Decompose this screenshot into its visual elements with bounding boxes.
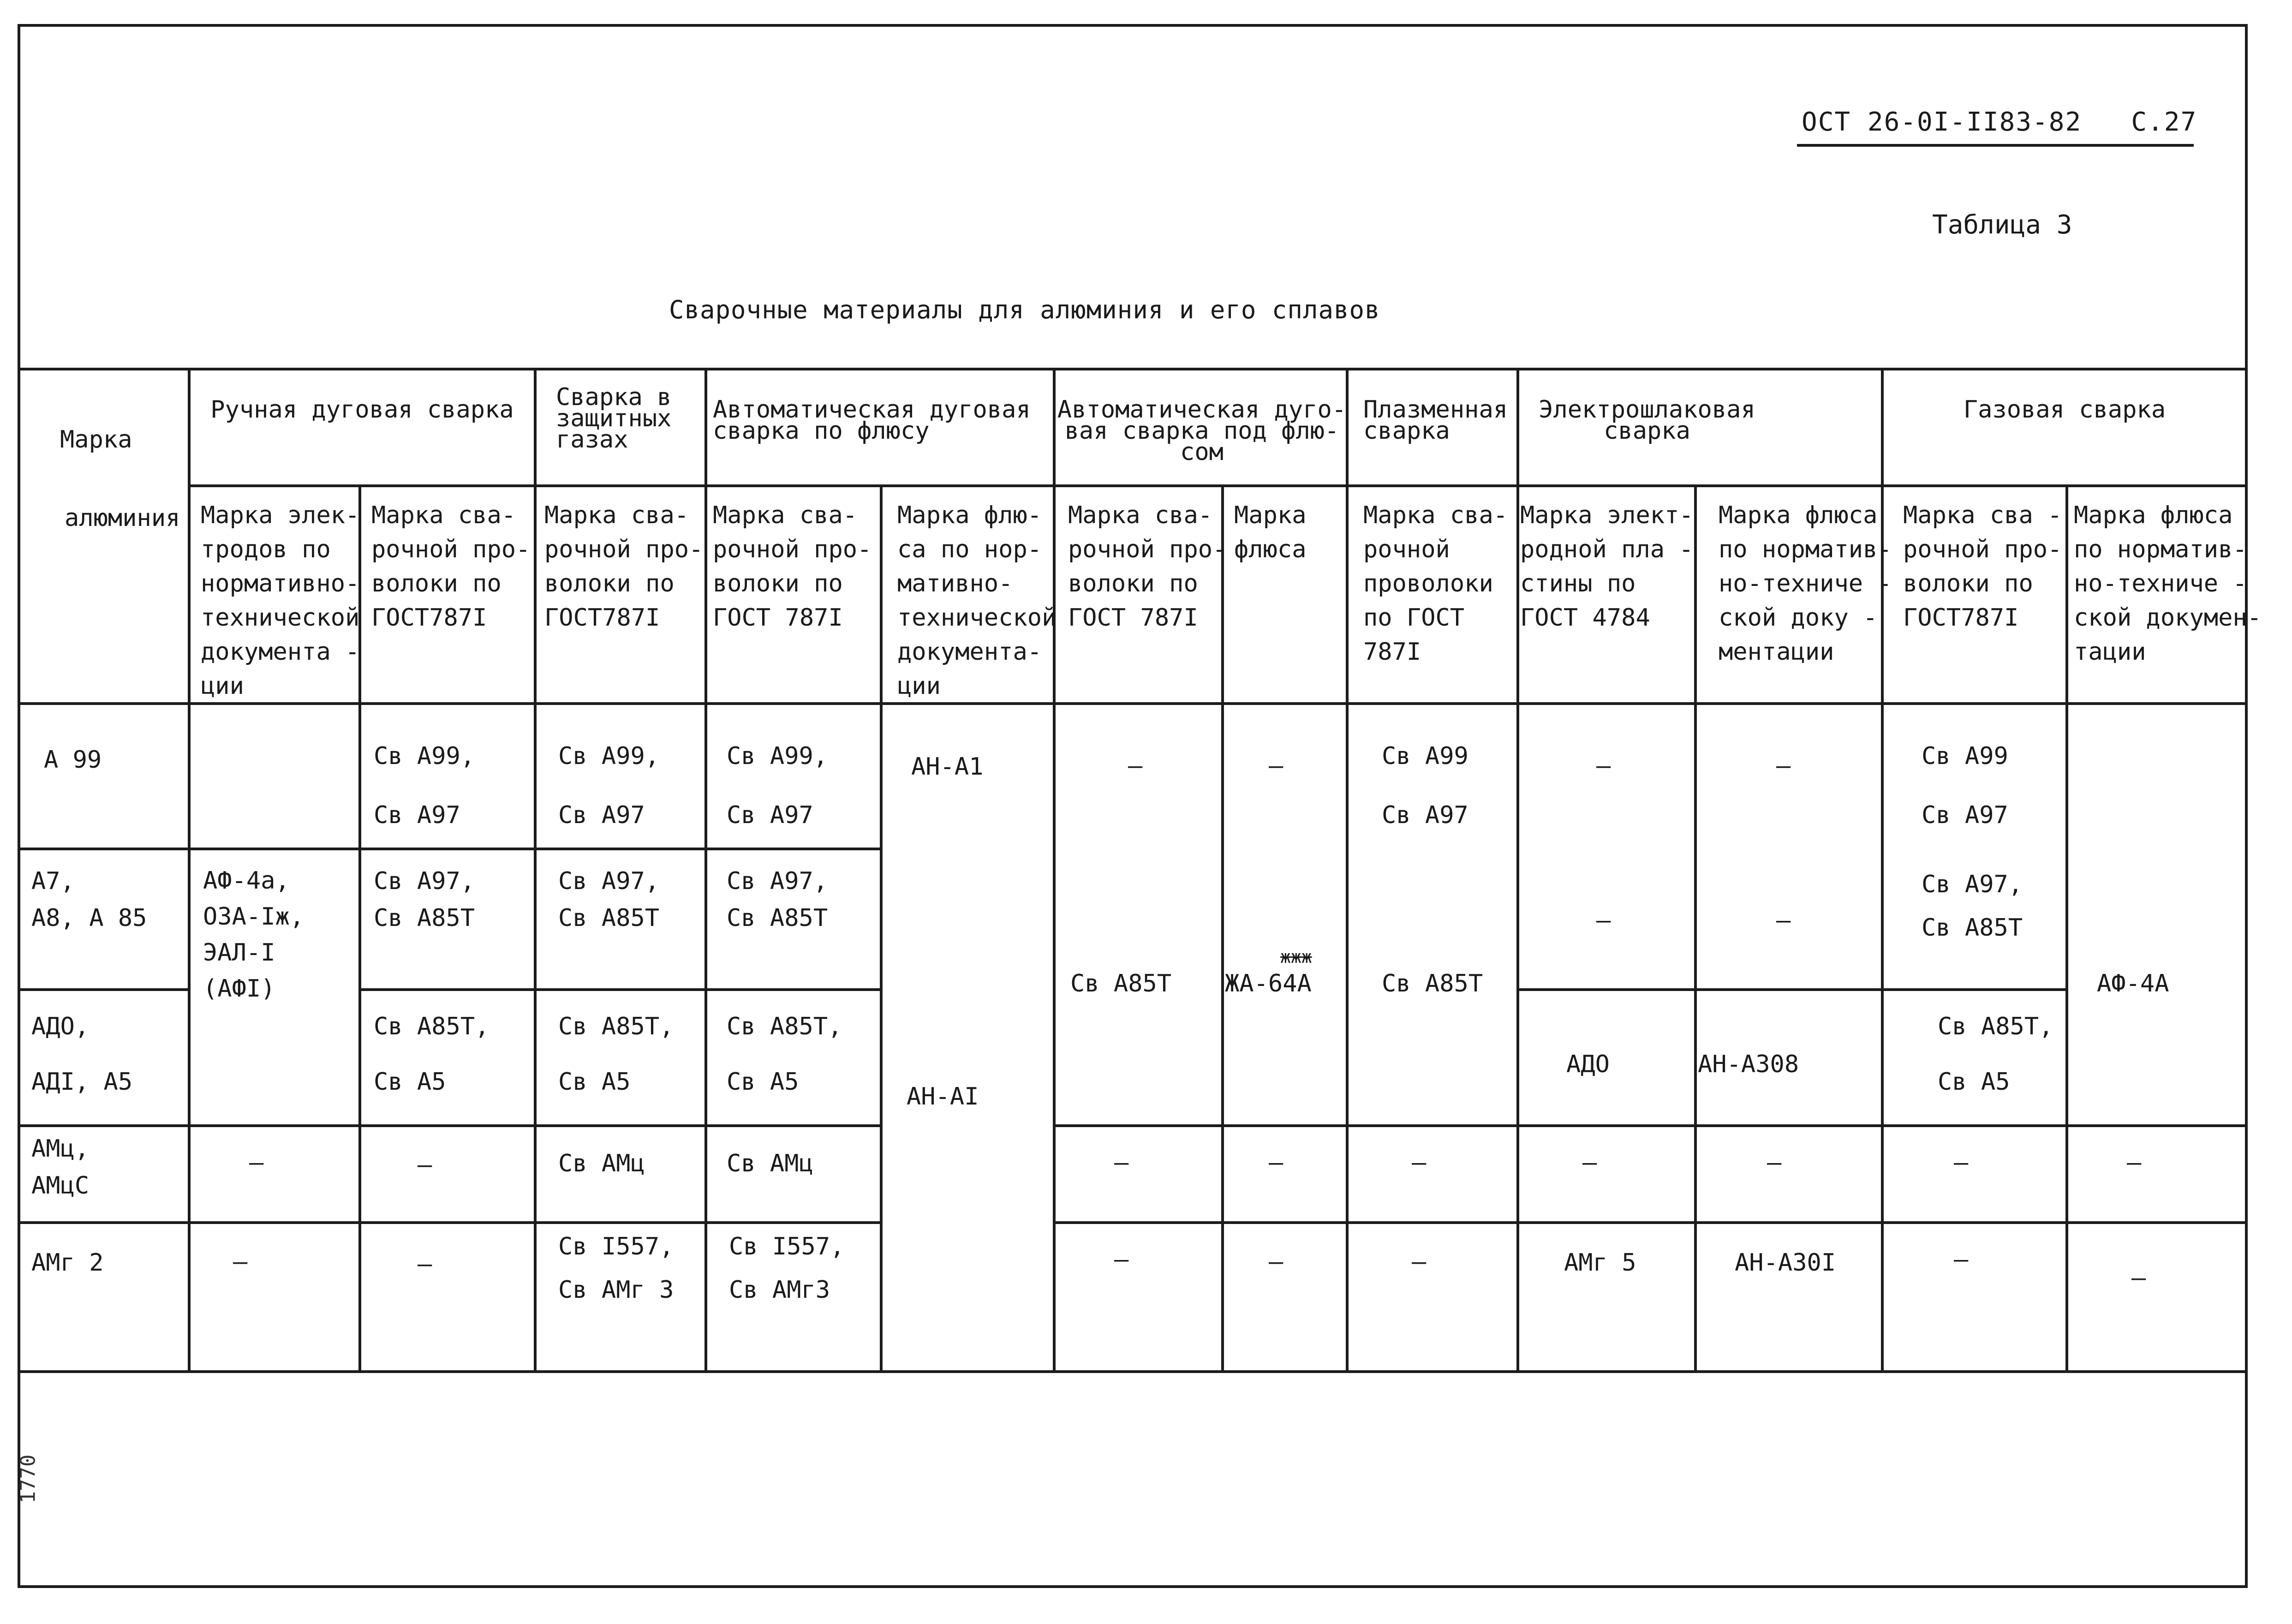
row-a7-manual-wire: Св А97, Св А85Т [374, 867, 475, 932]
header-under-flux: Марка флюса [1234, 502, 1307, 563]
row-a7-under-flux: ЖА-64А [1225, 970, 1312, 997]
row-a99-shielded-wire: Св А99, Св А97 [558, 742, 660, 829]
row-ado-auto-flux: АН-АI [907, 1083, 979, 1111]
header-auto-arc-under-flux: Автоматическая дуго- вая сварка под флю- сом [1057, 396, 1347, 466]
row-amg2-gas-flux: – [2131, 1264, 2146, 1292]
row-amc-manual-wire: – [418, 1151, 432, 1179]
row-a7-manual-electrodes: АФ-4а, ОЗА-Iж, ЭАЛ-I (АФI) [203, 867, 304, 1003]
table-title: Сварочные материалы для алюминия и его сплавов [669, 295, 1380, 324]
row-amc-under-flux: – [1269, 1149, 1283, 1176]
row-amc-under-wire: – [1114, 1149, 1129, 1176]
header-manual-wire: Марка сва- рочной про- волоки по ГОСТ787I [371, 502, 531, 632]
row-amg2-under-wire: – [1114, 1246, 1129, 1273]
row-a7-es-plate: – [1596, 907, 1611, 934]
row-ado-grade: АДО, АДI, А5 [31, 1013, 133, 1096]
header-under-wire: Марка сва- рочной про- волоки по ГОСТ 787I [1068, 502, 1227, 632]
row-amg2-manual-wire: – [418, 1250, 432, 1278]
row-amc-gas-wire: – [1954, 1149, 1969, 1176]
header-auto-flux: Марка флю- са по нор- мативно- технической документа- ции [897, 502, 1056, 700]
row-amc-es-plate: – [1582, 1149, 1597, 1176]
row-a7-under-flux-mark: жжж [1280, 947, 1312, 967]
row-a7-shielded-wire: Св А97, Св А85Т [558, 867, 660, 932]
header-gas: Газовая сварка [1963, 396, 2166, 424]
header-grade-line1: Марка [60, 426, 132, 454]
row-a99-grade: А 99 [44, 746, 102, 774]
row-amg2-auto-wire: Св I557, Св АМг3 [729, 1233, 845, 1304]
header-auto-arc-flux: Автоматическая дуговая сварка по флюсу [713, 396, 1031, 445]
header-grade-line2: алюминия [65, 504, 180, 532]
row-amg2-shielded-wire: Св I557, Св АМг 3 [558, 1233, 674, 1304]
row-a99-auto-flux: АН-А1 [911, 753, 984, 781]
row-ado-shielded-wire: Св А85Т, Св А5 [558, 1013, 674, 1096]
row-amg2-plasma-wire: – [1412, 1248, 1427, 1276]
row-amg2-es-flux: АН-А30I [1735, 1249, 1836, 1277]
header-underline [1797, 144, 2194, 147]
header-gas-flux: Марка флюса по норматив- но-техниче - ской докумен- тации [2074, 502, 2262, 666]
row-a7-under-wire: Св А85Т [1070, 970, 1172, 997]
header-auto-wire: Марка сва- рочной про- волоки по ГОСТ 787I [713, 502, 872, 632]
row-amg2-grade: АМг 2 [31, 1249, 104, 1277]
header-es-flux: Марка флюса по норматив- но-техниче - ской доку - ментации [1719, 502, 1892, 666]
row-a7-grade: А7, А8, А 85 [31, 867, 147, 932]
page-number: С.27 [2131, 107, 2197, 137]
row-amg2-gas-wire: – [1954, 1246, 1969, 1273]
row-a7-auto-wire: Св А97, Св А85Т [727, 867, 828, 932]
row-amc-grade: АМц, АМцС [31, 1135, 90, 1200]
header-manual-electrodes: Марка элек- тродов по нормативно- технической документа - ции [201, 502, 360, 700]
row-ado-es-flux: АН-А308 [1698, 1051, 1799, 1078]
header-manual-arc: Ручная дуговая сварка [210, 396, 514, 424]
row-ado-auto-wire: Св А85Т, Св А5 [727, 1013, 842, 1096]
row-amg2-manual-electrodes: – [233, 1248, 248, 1276]
row-amg2-es-plate: АМг 5 [1564, 1249, 1636, 1277]
header-electroslag: Электрошлаковая сварка [1539, 396, 1755, 445]
row-a7-plasma-wire: Св А85Т [1382, 970, 1483, 997]
row-amc-gas-flux: – [2127, 1149, 2142, 1176]
row-a99-under-wire: – [1128, 752, 1143, 780]
row-ado-gas-wire: Св А85Т, Св А5 [1938, 1013, 2053, 1096]
header-gas-wire: Марка сва - рочной про- волоки по ГОСТ787I [1903, 502, 2062, 632]
header-plasma-wire: Марка сва- рочной проволоки по ГОСТ 787I [1363, 502, 1508, 666]
page-frame [18, 24, 2248, 1588]
row-a99-auto-wire: Св А99, Св А97 [727, 742, 828, 829]
row-amc-es-flux: – [1767, 1149, 1782, 1176]
row-a99-es-plate: – [1596, 752, 1611, 780]
row-a7-gas-flux: АФ-4А [2097, 970, 2169, 997]
row-amc-auto-wire: Св АМц [727, 1150, 813, 1177]
header-es-plate: Марка элект- родной пла - стины по ГОСТ 4784 [1520, 502, 1694, 632]
header-plasma: Плазменная сварка [1363, 396, 1508, 445]
document-code [1802, 107, 2197, 137]
row-ado-es-plate: АДО [1566, 1051, 1610, 1078]
row-a99-gas-wire: Св А99 Св А97 [1922, 742, 2008, 829]
row-amc-plasma-wire: – [1412, 1149, 1427, 1176]
row-amc-shielded-wire: Св АМц [558, 1150, 645, 1177]
row-a99-es-flux: – [1776, 752, 1791, 780]
row-a99-plasma-wire: Св А99 Св А97 [1382, 742, 1468, 829]
row-a99-manual-wire: Св А99, Св А97 [374, 742, 475, 829]
row-amg2-under-flux: – [1269, 1248, 1283, 1276]
header-shielded-gas: Сварка в защитных газах [556, 383, 672, 454]
row-amc-manual-electrodes: – [249, 1149, 264, 1176]
header-shielded-wire: Марка сва- рочной про- волоки по ГОСТ787I [544, 502, 704, 632]
row-a99-under-flux: – [1269, 752, 1283, 780]
table-number: Таблица 3 [1932, 210, 2072, 240]
row-a7-es-flux: – [1776, 907, 1791, 934]
row-a7-gas-wire: Св А97, Св А85Т [1922, 871, 2023, 942]
margin-mark: 1770 [16, 1454, 40, 1504]
doc-code-text: ОСТ 26-0I-II83-82 [1802, 107, 2082, 137]
row-ado-manual-wire: Св А85Т, Св А5 [374, 1013, 489, 1096]
